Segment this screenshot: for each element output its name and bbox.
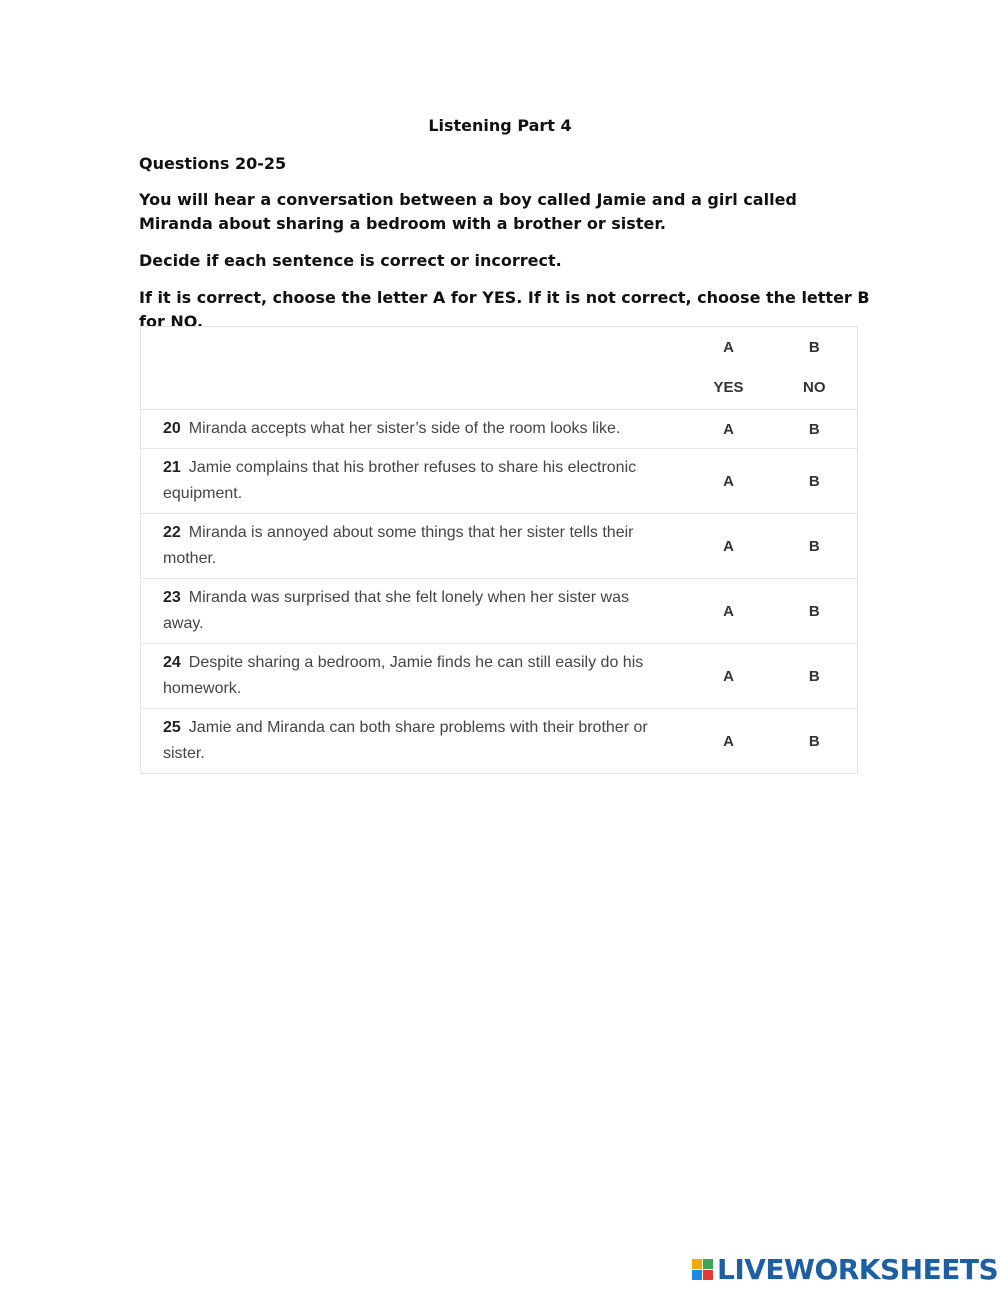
option-a-button[interactable]: A xyxy=(686,514,772,579)
liveworksheets-logo xyxy=(692,1254,998,1284)
intro-text: You will hear a conversation between a boy called Jamie and a girl called Miranda about sharing a bedroom with a brother or sister. xyxy=(139,190,797,233)
logo-mark-square xyxy=(692,1270,702,1280)
table-header-row xyxy=(141,327,858,410)
logo-mark-square xyxy=(703,1259,713,1269)
option-a-button[interactable]: A xyxy=(686,644,772,709)
instruction-text-2: If it is correct, choose the letter A for YES. If it is not correct, choose the letter B for NO. xyxy=(139,288,870,331)
option-a-button[interactable]: A xyxy=(686,449,772,514)
table-row xyxy=(141,579,858,644)
option-b-button[interactable]: B xyxy=(772,514,858,579)
table-row xyxy=(141,644,858,709)
logo-mark-square xyxy=(703,1270,713,1280)
logo-mark-square xyxy=(692,1259,702,1269)
option-b-button[interactable]: B xyxy=(772,644,858,709)
question-text: Miranda accepts what her sister’s side of the room looks like. xyxy=(188,420,621,437)
col-a-letter: A xyxy=(723,339,734,356)
header-col-a xyxy=(686,327,772,410)
logo-mark-icon xyxy=(692,1259,713,1280)
col-b-label: NO xyxy=(803,379,826,396)
col-a-label: YES xyxy=(713,379,744,396)
question-statement xyxy=(141,514,686,579)
table-row xyxy=(141,709,858,774)
col-b-letter: B xyxy=(808,339,820,356)
option-b-button[interactable]: B xyxy=(772,579,858,644)
question-statement xyxy=(141,449,686,514)
option-b-button[interactable]: B xyxy=(772,410,858,449)
option-a-button[interactable]: A xyxy=(686,709,772,774)
option-a-button[interactable]: A xyxy=(686,410,772,449)
question-text: Jamie and Miranda can both share problems with their brother or sister. xyxy=(163,719,648,762)
question-number: 22 xyxy=(163,524,181,541)
header-col-b xyxy=(772,327,858,410)
logo-text: LIVEWORKSHEETS xyxy=(717,1252,999,1286)
question-text: Miranda was surprised that she felt lonely when her sister was away. xyxy=(163,589,629,632)
questions-label: Questions 20-25 xyxy=(139,154,287,173)
option-b-button[interactable]: B xyxy=(772,449,858,514)
page-title: Listening Part 4 xyxy=(428,116,572,135)
table-row xyxy=(141,410,858,449)
header-blank-cell xyxy=(141,327,686,410)
question-number: 20 xyxy=(163,420,181,437)
question-statement xyxy=(141,644,686,709)
question-text: Jamie complains that his brother refuses to share his electronic equipment. xyxy=(163,459,637,502)
question-text: Despite sharing a bedroom, Jamie finds he can still easily do his homework. xyxy=(163,654,644,697)
question-statement xyxy=(141,410,686,449)
question-statement xyxy=(141,709,686,774)
answer-table xyxy=(140,326,858,774)
option-b-button[interactable]: B xyxy=(772,709,858,774)
table-row xyxy=(141,514,858,579)
question-text: Miranda is annoyed about some things that her sister tells their mother. xyxy=(163,524,634,567)
table-row xyxy=(141,449,858,514)
instruction-text: Decide if each sentence is correct or incorrect. xyxy=(139,251,562,270)
question-number: 21 xyxy=(163,459,181,476)
question-number: 23 xyxy=(163,589,181,606)
question-statement xyxy=(141,579,686,644)
question-number: 24 xyxy=(163,654,181,671)
question-number: 25 xyxy=(163,719,181,736)
option-a-button[interactable]: A xyxy=(686,579,772,644)
